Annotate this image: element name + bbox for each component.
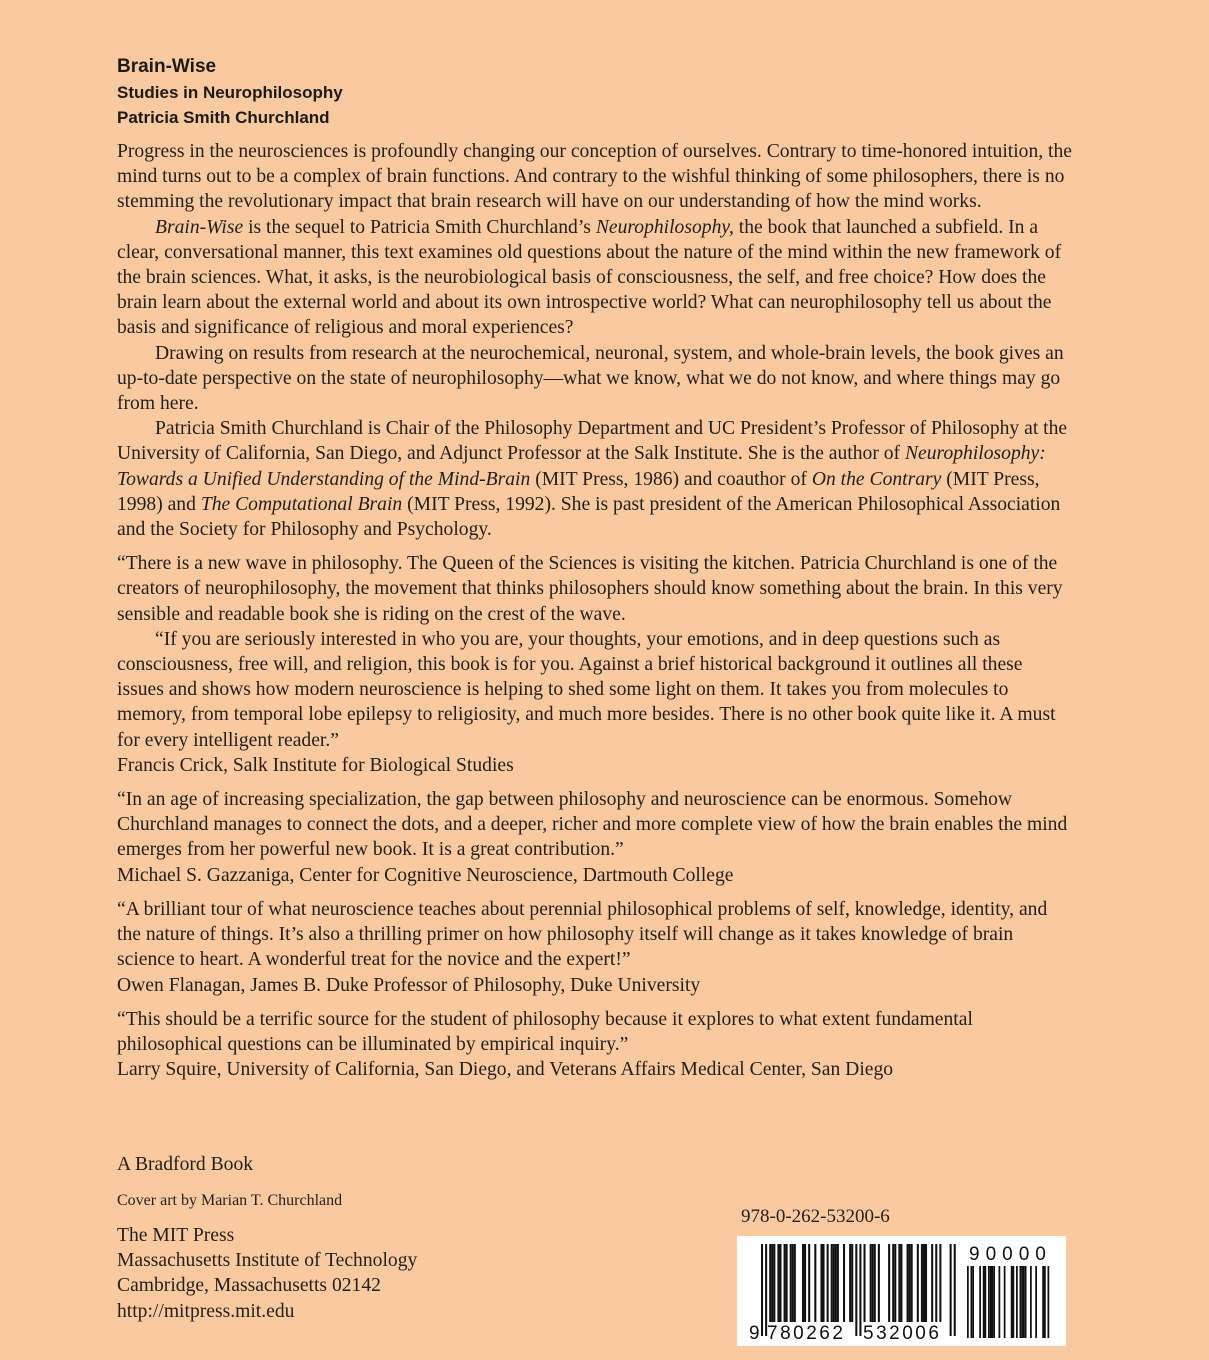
barcode-bar: [931, 1244, 933, 1322]
barcode-addon-digits: 90000: [969, 1244, 1052, 1265]
blurb-quote: “This should be a terrific source for the student of philosophy because it explores to what extent fundamental philosophical questions can be illuminated by empirical inquiry.”: [117, 1008, 973, 1055]
barcode-bar: [761, 1244, 763, 1336]
cover-text: [117, 139, 1072, 1082]
blurb-quote: “If you are seriously interested in who you are, your thoughts, your emotions, and in deep questions such as consciousness, free will, and religion, this book is for you. Against a brief historical background it outlines all these issues and shows how modern neuroscience is helping to shed some light on them. It takes you from molecules to memory, from temporal lobe epilepsy to religiosity, and much more besides. There is no other book quite like it. A must for every intelligent reader.”: [117, 628, 1056, 751]
barcode-addon-bar: [1013, 1266, 1015, 1338]
barcode-digit-group-2: 532006: [863, 1323, 942, 1344]
barcode: [737, 1236, 1066, 1346]
barcode-bar: [907, 1244, 909, 1322]
barcode-addon-bar: [971, 1266, 973, 1338]
bio-text: (MIT Press, 1986) and coauthor of: [530, 468, 812, 490]
barcode-addon-bar: [1042, 1266, 1044, 1338]
blurb-quote: “A brilliant tour of what neuroscience teaches about perennial philosophical problems of self, knowledge, identity, and the nature of things. It’s also a thrilling primer on how philosophy itself will change as it takes knowledge of brain science to heart. A wonderful treat for the novice and the expert!”: [117, 898, 1048, 971]
barcode-bar: [859, 1244, 861, 1336]
barcode-bar: [864, 1244, 866, 1322]
title-italic: Brain-Wise: [155, 216, 244, 238]
barcode-addon-bar: [988, 1266, 990, 1338]
barcode-bar: [939, 1244, 941, 1322]
barcode-bar: [802, 1244, 804, 1322]
barcode-bar: [831, 1244, 833, 1322]
barcode-bar: [794, 1244, 796, 1322]
publisher-address: Cambridge, Massachusetts 02142: [117, 1275, 381, 1297]
bio-text: (MIT Press, 1992). She is past president of the American Philosophical Association and the Society for Philosophy and Psychology.: [117, 493, 1061, 541]
barcode-addon-bar: [1023, 1266, 1025, 1338]
blurb-attribution: Owen Flanagan, James B. Duke Professor of Philosophy, Duke University: [117, 974, 701, 996]
barcode-bar: [833, 1244, 835, 1322]
barcode-addon-bar: [990, 1266, 992, 1338]
barcode-bar: [773, 1244, 775, 1322]
barcode-bar: [804, 1244, 806, 1322]
barcode-bar: [911, 1244, 913, 1322]
title-block: [117, 54, 343, 130]
description-text: the book that launched a subfield. In a clear, conversational manner, this text examines old questions about the nature of the mind within the new framework of the brain sciences. What, it asks, is the neurobiological basis of consciousness, the self, and free choice? How does the brain learn about the external world and about its own introspective world? What can neurophilosophy tell us about the basis and significance of religious and moral experiences?: [117, 216, 1062, 339]
barcode-graphic: [737, 1236, 1066, 1346]
barcode-bar: [917, 1244, 919, 1322]
book-italic: On the Contrary: [811, 468, 942, 490]
barcode-bar: [855, 1244, 857, 1336]
blurb-attribution: Larry Squire, University of California, San Diego, and Veterans Affairs Medical Center, San Diego: [117, 1059, 894, 1081]
blurb-quote: “There is a new wave in philosophy. The Queen of the Sciences is visiting the kitchen. Patricia Churchland is one of the creators of neurophilosophy, the movement that thinks philosophers should know something about the brain. In this very sensible and readable book she is riding on the crest of the wave.: [117, 553, 1063, 625]
barcode-addon-bar: [1025, 1266, 1027, 1338]
barcode-bar: [874, 1244, 876, 1322]
barcode-addon-bars: [967, 1266, 1049, 1338]
barcode-bar: [878, 1244, 880, 1322]
publisher-block: [117, 1223, 417, 1324]
barcode-bar: [921, 1244, 923, 1322]
barcode-addon-bar: [979, 1266, 981, 1338]
barcode-bar: [779, 1244, 781, 1322]
blurb-attribution: Michael S. Gazzaniga, Center for Cognitive Neuroscience, Dartmouth College: [117, 864, 734, 886]
barcode-addon-bar: [1035, 1266, 1037, 1338]
barcode-digit-group-1: 780262: [767, 1323, 846, 1344]
barcode-bar: [792, 1244, 794, 1322]
barcode-bar: [820, 1244, 822, 1322]
barcode-addon-bar: [1016, 1266, 1018, 1338]
barcode-addon-bar: [1044, 1266, 1046, 1338]
book-author: Patricia Smith Churchland: [117, 108, 330, 127]
barcode-bar: [769, 1244, 771, 1322]
book-italic: Neurophilosophy,: [595, 216, 734, 238]
barcode-addon-bar: [999, 1266, 1001, 1338]
barcode-bar: [823, 1244, 825, 1322]
description-paragraph-3: Drawing on results from research at the neurochemical, neuronal, system, and whole-brain levels, the book gives an up-to-date perspective on the state of neurophilosophy—what we know, what we do not know, and where things may go from here.: [117, 342, 1064, 415]
barcode-addon-bar: [1011, 1266, 1013, 1338]
barcode-bar: [784, 1244, 786, 1322]
barcode-bar: [851, 1244, 853, 1322]
description-paragraph-1: Progress in the neurosciences is profoundly changing our conception of ourselves. Contrary to time-honored intuition, the mind turns out to be a complex of brain functions. And contrary to the wishful thinking of some philosophers, there is no stemming the revolutionary impact that brain research will have on our understanding of how the mind works.: [117, 141, 1072, 213]
barcode-bar: [909, 1244, 911, 1322]
barcode-bar: [814, 1244, 816, 1322]
barcode-addon-bar: [967, 1266, 969, 1338]
barcode-bar: [894, 1244, 896, 1322]
cover-credit: Cover art by Marian T. Churchland: [117, 1192, 343, 1209]
barcode-digit-first: 9: [749, 1323, 760, 1344]
barcode-addon-bar: [1021, 1266, 1023, 1338]
publisher-institution: Massachusetts Institute of Technology: [117, 1250, 418, 1272]
isbn-number: 978-0-262-53200-6: [741, 1206, 890, 1227]
barcode-bar: [925, 1244, 927, 1322]
barcode-bar: [935, 1244, 937, 1322]
description-text: is the sequel to Patricia Smith Churchland’s: [243, 216, 596, 238]
barcode-bar: [837, 1244, 839, 1322]
barcode-addon-bar: [1004, 1266, 1006, 1338]
barcode-addon-bar: [972, 1266, 974, 1338]
barcode-bar: [892, 1244, 894, 1322]
barcode-addon-bar: [1048, 1266, 1050, 1338]
imprint-line: A Bradford Book: [117, 1154, 254, 1175]
barcode-bar: [771, 1244, 773, 1322]
description-paragraph-2: [117, 215, 1072, 341]
barcode-bar: [790, 1244, 792, 1322]
publisher-url: http://mitpress.mit.edu: [117, 1300, 295, 1322]
barcode-addon-bar: [983, 1266, 985, 1338]
barcode-bar: [849, 1244, 851, 1322]
barcode-bar: [870, 1244, 872, 1322]
barcode-bar: [777, 1244, 779, 1322]
blurb-quote: “In an age of increasing specialization, the gap between philosophy and neuroscience can be enormous. Somehow Churchland manages to connect the dots, and a deeper, richer and more complete view of how the brain enables the mind emerges from her powerful new book. It is a great contribution.”: [117, 789, 1068, 861]
publisher-name: The MIT Press: [117, 1225, 235, 1246]
book-italic: Neurophilosophy: Towards a Unified Understanding of the Mind-Brain: [117, 443, 1046, 490]
barcode-bar: [888, 1244, 890, 1322]
barcode-addon-bar: [992, 1266, 994, 1338]
barcode-bar: [843, 1244, 845, 1322]
barcode-bar: [786, 1244, 788, 1322]
barcode-addon-bar: [993, 1266, 995, 1338]
blurb-attribution: Francis Crick, Salk Institute for Biological Studies: [117, 754, 514, 776]
barcode-bar: [872, 1244, 874, 1322]
book-subtitle: Studies in Neurophilosophy: [117, 83, 343, 102]
barcode-addon-bar: [1020, 1266, 1022, 1338]
barcode-bar: [954, 1244, 956, 1336]
author-bio: [117, 416, 1072, 542]
barcode-addon-bar: [985, 1266, 987, 1338]
barcode-bar: [923, 1244, 925, 1322]
barcode-bar: [827, 1244, 829, 1322]
barcode-addon-bar: [1030, 1266, 1032, 1338]
barcode-bar: [900, 1244, 902, 1322]
bio-text: Patricia Smith Churchland is Chair of the Philosophy Department and UC President’s Professor of Philosophy at the University of California, San Diego, and Adjunct Professor at the Salk Institute. She is the author of: [117, 418, 1068, 465]
barcode-bar: [808, 1244, 810, 1322]
barcode-bar: [898, 1244, 900, 1322]
bio-text: (MIT Press, 1998) and: [117, 468, 1040, 515]
book-italic: The Computational Brain: [200, 493, 403, 515]
book-title: Brain-Wise: [117, 56, 217, 77]
barcode-bar: [950, 1244, 952, 1336]
barcode-bar: [835, 1244, 837, 1322]
